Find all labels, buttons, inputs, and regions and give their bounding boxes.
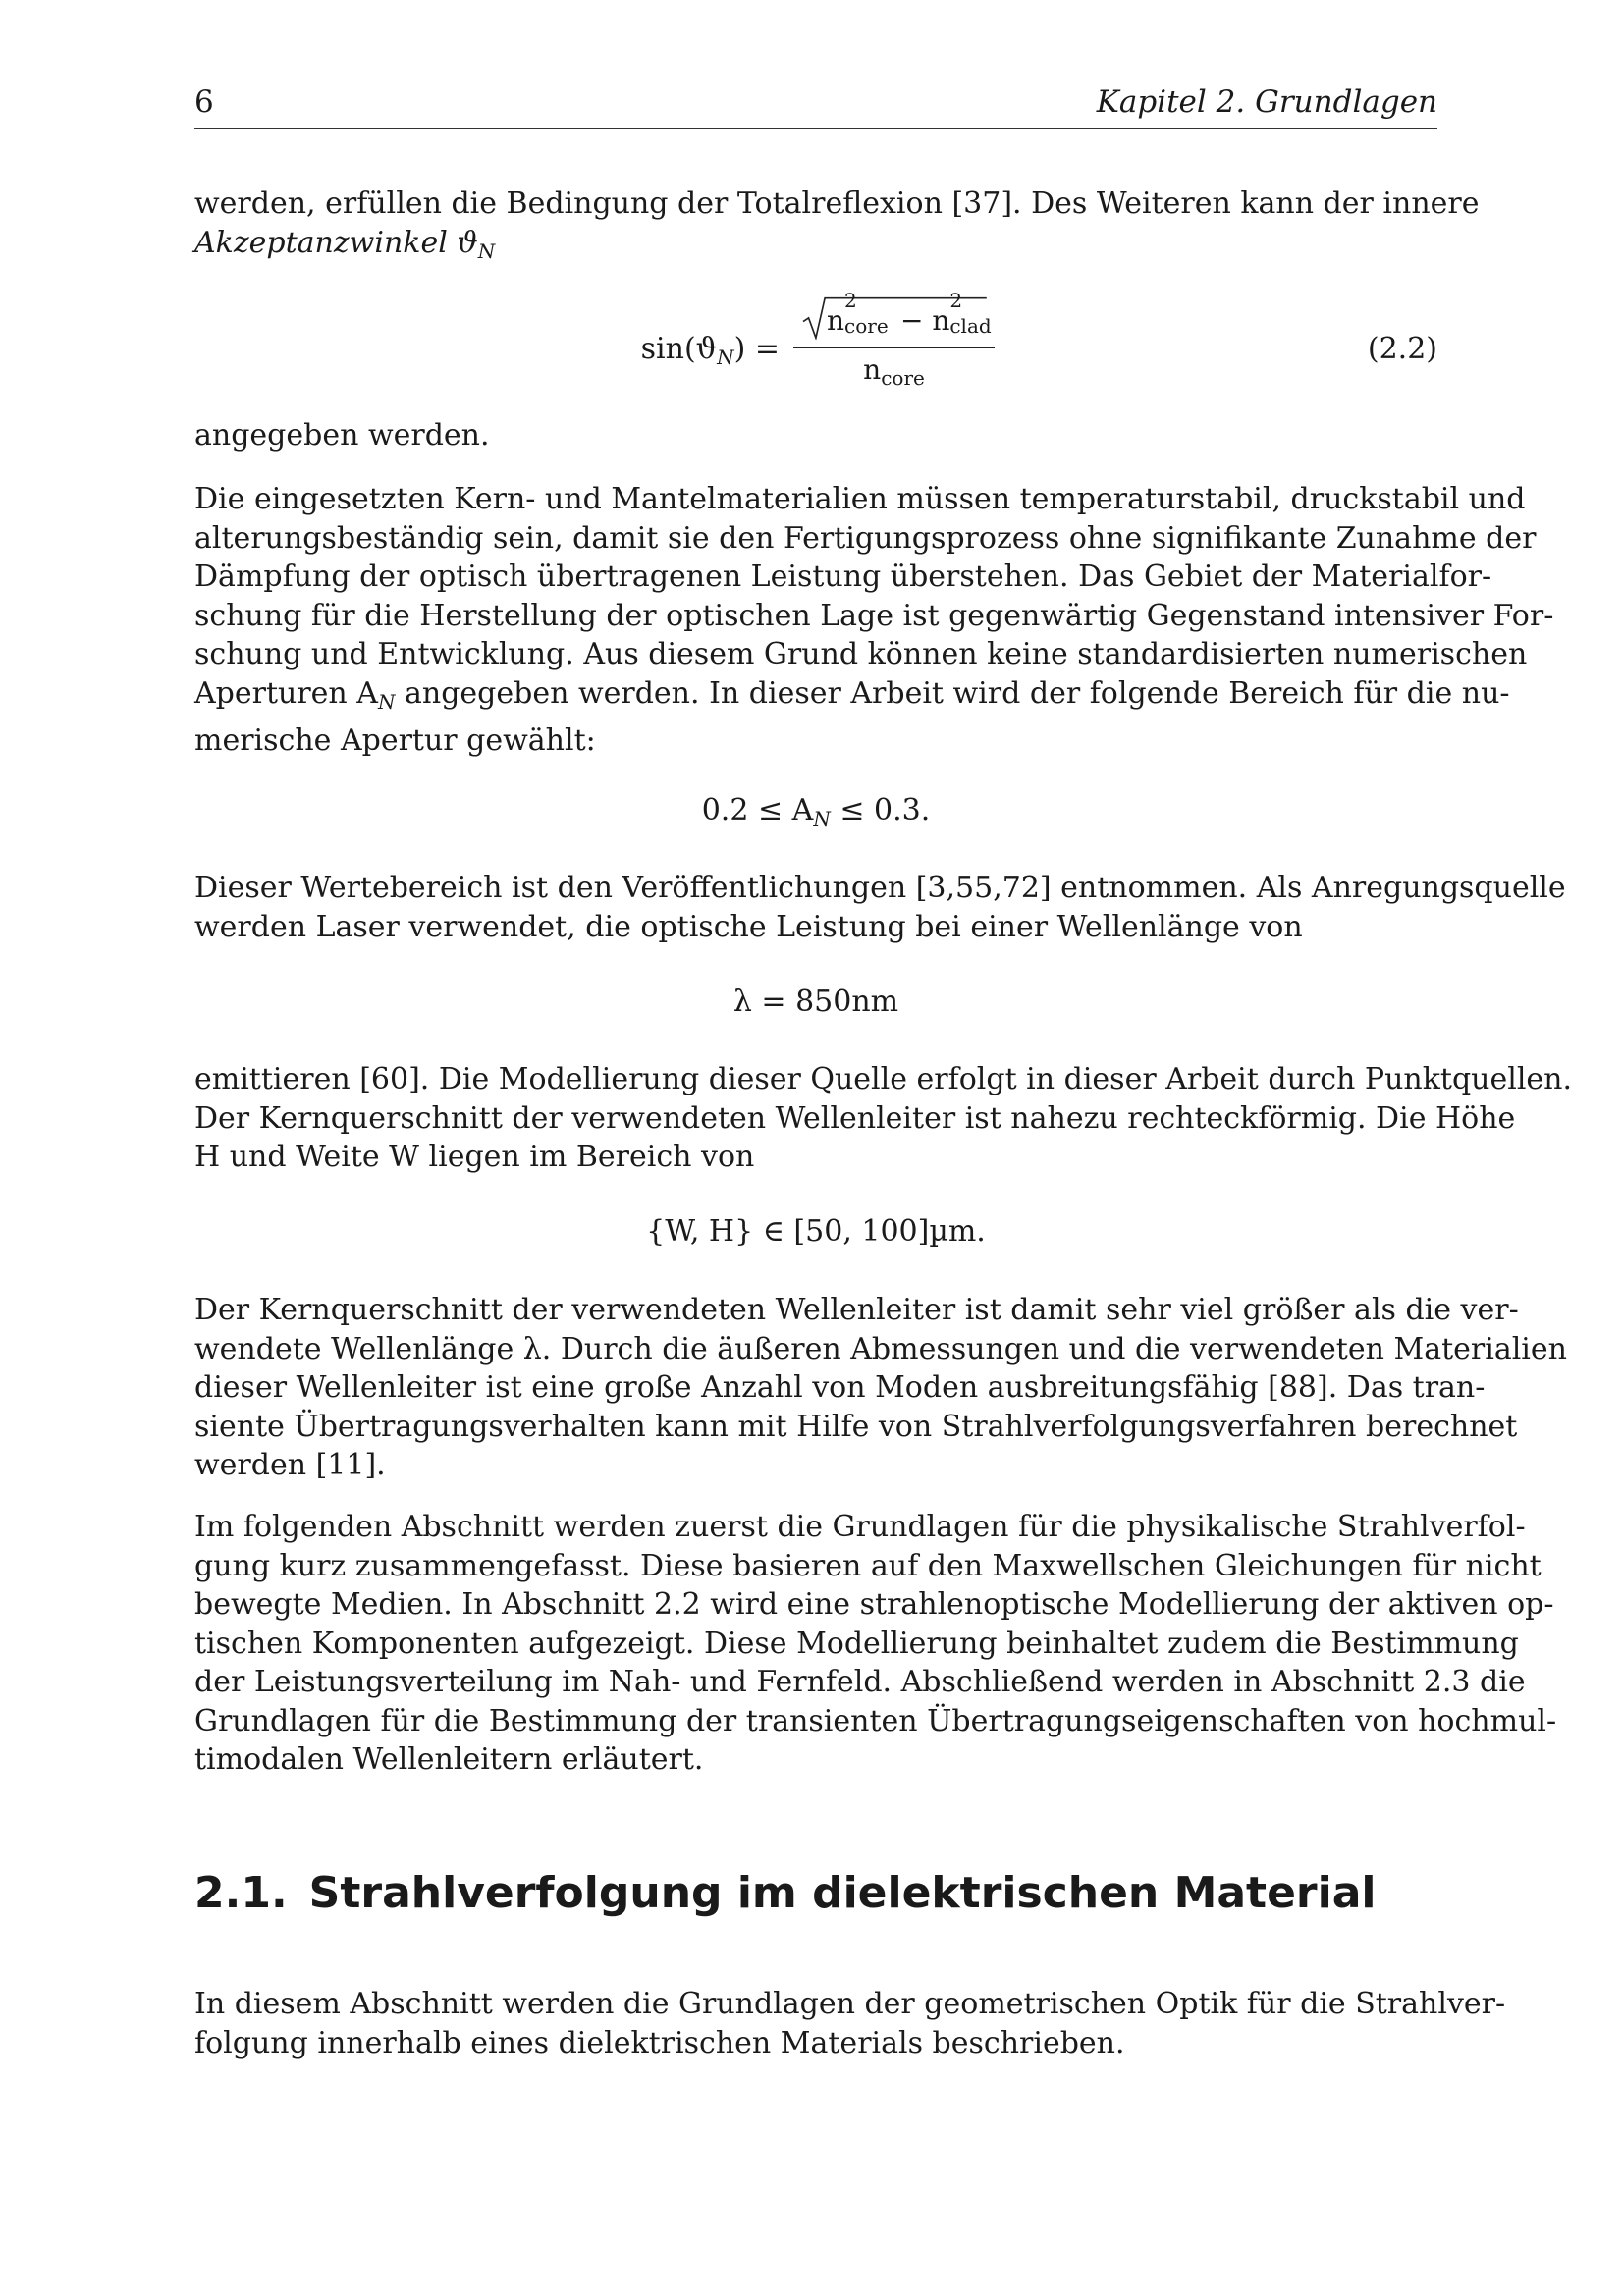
text-line-content: Aperturen A bbox=[194, 675, 378, 711]
text-line: Der Kernquerschnitt der verwendeten Wellenleiter ist damit sehr viel größer als die ver- bbox=[194, 1293, 1519, 1327]
num-sub-2: clad bbox=[949, 314, 992, 338]
text-line: tischen Komponenten aufgezeigt. Diese Modellierung beinhaltet zudem die Bestimmung bbox=[194, 1626, 1519, 1661]
eq-right: ≤ 0.3. bbox=[830, 793, 931, 828]
lhs-end: ) = bbox=[733, 332, 780, 366]
text-line: alterungsbeständig sein, damit sie den Fertigungsprozess ohne signifikante Zunahme der bbox=[194, 520, 1537, 556]
page-number: 6 bbox=[194, 84, 214, 120]
text-line: Die eingesetzten Kern- und Mantelmaterialien müssen temperaturstabil, druckstabil und bbox=[194, 482, 1526, 516]
text-line bbox=[194, 224, 1437, 272]
running-header bbox=[194, 84, 1437, 129]
paragraph-5 bbox=[194, 1060, 1573, 1177]
subscript: N bbox=[377, 689, 396, 714]
text-line: Im folgenden Abschnitt werden zuerst die Grundlagen für die physikalische Strahlverfol- bbox=[194, 1510, 1526, 1544]
numerator bbox=[827, 289, 993, 338]
text-line: In diesem Abschnitt werden die Grundlagen der geometrischen Optik für die Strahlver- bbox=[194, 1987, 1506, 2021]
lhs-text: sin(ϑ bbox=[640, 332, 718, 366]
section-title: Strahlverfolgung im dielektrischen Material bbox=[308, 1868, 1377, 1918]
text-line: der Leistungsverteilung im Nah- und Fernfeld. Abschließend werden in Abschnitt 2.3 die bbox=[194, 1665, 1526, 1699]
paragraph-8 bbox=[194, 1985, 1506, 2062]
den-n: n bbox=[863, 353, 882, 386]
text-line: wendete Wellenlänge λ. Durch die äußeren Abmessungen und die verwendeten Materialien bbox=[194, 1331, 1567, 1366]
text-line-rest: angegeben werden. In dieser Arbeit wird der folgende Bereich für die nu- bbox=[395, 675, 1510, 711]
den-sub: core bbox=[881, 366, 925, 390]
num-script-2 bbox=[949, 289, 993, 338]
text-line: angegeben werden. bbox=[194, 418, 490, 453]
text-line: merische Apertur gewählt: bbox=[194, 723, 596, 758]
num-minus: − bbox=[892, 304, 933, 337]
section-heading bbox=[194, 1868, 1437, 1918]
text-line: bewegte Medien. In Abschnitt 2.2 wird eine strahlenoptische Modellierung der aktiven op- bbox=[194, 1587, 1554, 1622]
text-line: siente Übertragungsverhalten kann mit Hilfe von Strahlverfolgungsverfahren berechnet bbox=[194, 1409, 1518, 1444]
text-line: folgung innerhalb eines dielektrischen Materials beschrieben. bbox=[194, 2025, 1125, 2060]
num-sub-1: core bbox=[844, 314, 889, 338]
text-line: werden [11]. bbox=[194, 1448, 386, 1482]
text-line: Der Kernquerschnitt der verwendeten Wellenleiter ist nahezu rechteckförmig. Die Höhe bbox=[194, 1100, 1516, 1136]
num-n2: n bbox=[932, 304, 950, 337]
text-line: dieser Wellenleiter ist eine große Anzahl von Moden ausbreitungsfähig [88]. Das tran- bbox=[194, 1370, 1486, 1405]
text-line: schung für die Herstellung der optischen Lage ist gegenwärtig Gegenstand intensiver For- bbox=[194, 598, 1554, 633]
document-page bbox=[194, 0, 1573, 2296]
equation-dimensions: {W, H} ∈ [50, 100]µm. bbox=[646, 1214, 986, 1249]
text-line: werden Laser verwendet, die optische Leistung bei einer Wellenlänge von bbox=[194, 909, 1303, 944]
num-sup-2: 2 bbox=[949, 289, 963, 312]
paragraph-4 bbox=[194, 869, 1566, 946]
text-line: H und Weite W liegen im Bereich von bbox=[194, 1140, 755, 1174]
equation-numerical-aperture bbox=[194, 793, 1437, 830]
text-line: Grundlagen für die Bestimmung der transienten Übertragungseigenschaften von hochmul- bbox=[194, 1703, 1557, 1738]
num-n1: n bbox=[827, 304, 845, 337]
paragraph-3 bbox=[194, 480, 1554, 761]
paragraph-7 bbox=[194, 1508, 1557, 1780]
text-line: timodalen Wellenleitern erläutert. bbox=[194, 1742, 704, 1777]
eq-subscript: N bbox=[813, 807, 831, 830]
text-line: Dämpfung der optisch übertragenen Leistung überstehen. Das Gebiet der Materialfor- bbox=[194, 560, 1492, 594]
equation-number: (2.2) bbox=[1367, 332, 1437, 366]
paragraph-2 bbox=[194, 416, 1437, 455]
text-line: schung und Entwicklung. Aus diesem Grund können keine standardisierten numerischen bbox=[194, 637, 1528, 671]
text-line: Dieser Wertebereich ist den Veröffentlichungen [3,55,72] entnommen. Als Anregungsquelle bbox=[194, 871, 1566, 905]
num-sup-1: 2 bbox=[844, 289, 857, 312]
text-line: gung kurz zusammengefasst. Diese basieren auf den Maxwellschen Gleichungen für nicht bbox=[194, 1548, 1542, 1583]
text-line: werden, erfüllen die Bedingung der Totalreflexion [37]. Des Weiteren kann der innere bbox=[194, 187, 1480, 221]
denominator bbox=[793, 353, 995, 390]
fraction bbox=[793, 289, 995, 393]
equation-wavelength: λ = 850nm bbox=[732, 985, 899, 1019]
equation-lhs bbox=[641, 332, 780, 369]
lhs-subscript: N bbox=[717, 346, 734, 369]
text-line bbox=[194, 674, 1510, 722]
text-line: emittieren [60]. Die Modellierung dieser Quelle erfolgt in dieser Arbeit durch Punktquellen. bbox=[194, 1062, 1573, 1096]
fraction-bar bbox=[793, 347, 995, 348]
equation-2-2 bbox=[194, 289, 1437, 393]
subscript: N bbox=[477, 239, 496, 263]
paragraph-6 bbox=[194, 1291, 1567, 1485]
paragraph-1 bbox=[194, 185, 1480, 271]
eq-left: 0.2 ≤ A bbox=[701, 793, 814, 828]
num-script-1 bbox=[844, 289, 892, 338]
chapter-title: Kapitel 2. Grundlagen bbox=[1096, 84, 1437, 120]
text-line-content: Akzeptanzwinkel ϑ bbox=[194, 225, 478, 260]
section-number: 2.1. bbox=[194, 1868, 288, 1918]
